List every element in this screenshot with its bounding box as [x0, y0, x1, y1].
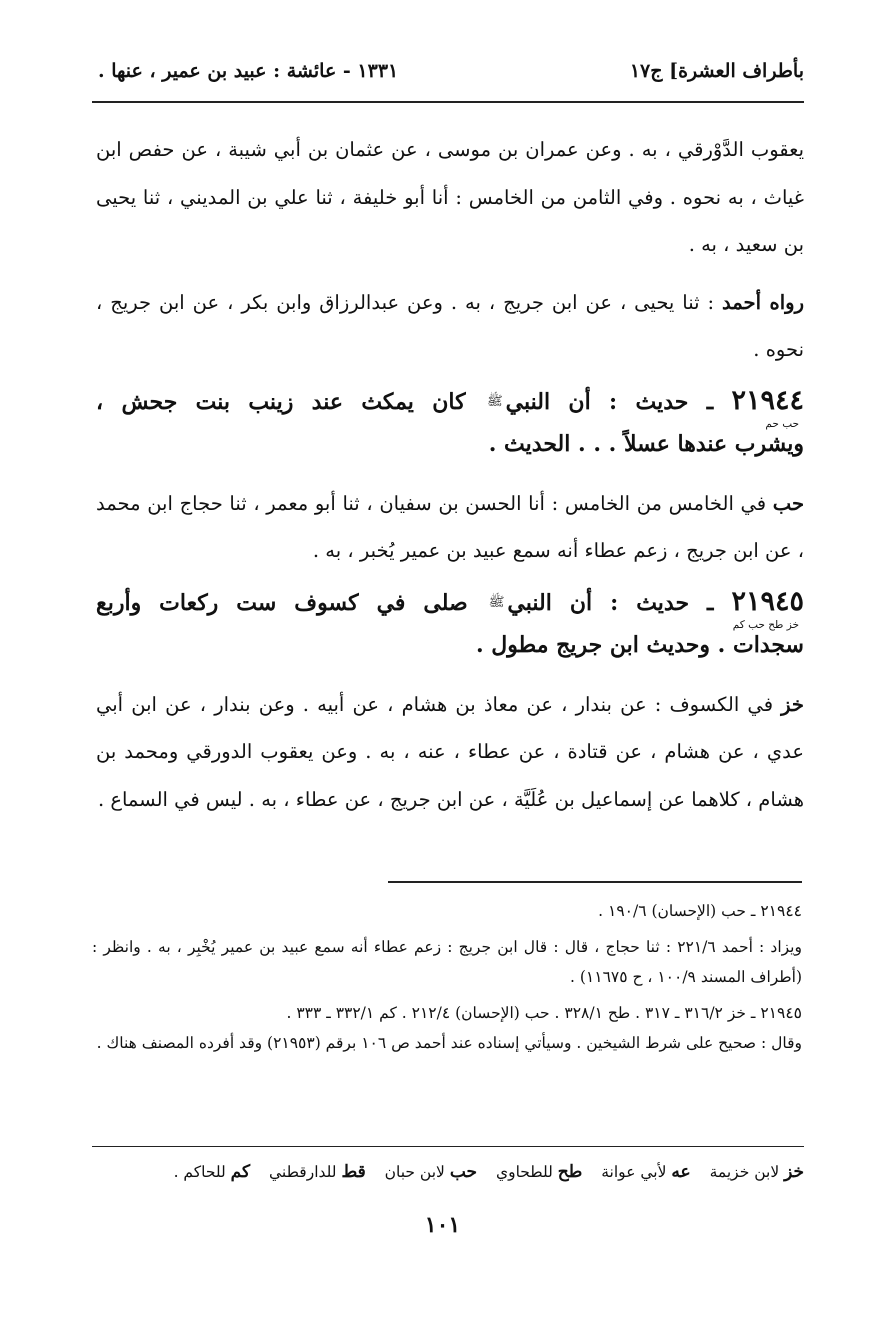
legend-item [710, 1163, 804, 1181]
legend-abbr: خز [784, 1162, 804, 1182]
paragraph-3 [96, 480, 804, 575]
paragraph-4-text: في الكسوف : عن بندار ، عن معاذ بن هشام ، عن أبيه . وعن بندار ، عن ابن أبي عدي ، عن هشام ، عن قتادة ، عن عطاء ، عنه ، به . وعن يعقوب الدورقي ومحمد بن هشام ، كلاهما عن إسماعيل بن عُلَيَّة ، عن ابن جريج ، عن عطاء ، به . ليس في السماع . [96, 692, 804, 811]
hadith-21945-line-2: سجدات . وحديث ابن جريج مطول . [475, 631, 804, 658]
footnote-21945: ٢١٩٤٥ ـ خز ٣١٦/٢ ـ ٣١٧ . طح ٣٢٨/١ . حب (الإحسان) ٢١٢/٤ . كم ٣٣٢/١ ـ ٣٣٣ . [286, 1004, 802, 1022]
paragraph-2 [96, 279, 804, 374]
hadith-21944-label: ـ حديث : أن النبي [505, 388, 732, 415]
footnote-rule [388, 881, 802, 883]
hadith-21945-label: ـ حديث : أن النبي [507, 589, 732, 616]
legend-abbr: طح [557, 1162, 583, 1182]
footnote-21944: ٢١٩٤٤ ـ حب (الإحسان) ١٩٠/٦ . [598, 902, 802, 920]
legend-abbr: قط [341, 1162, 366, 1182]
legend-item [601, 1163, 690, 1181]
hadith-21944 [96, 386, 804, 458]
legend-item [174, 1163, 250, 1181]
header-rule [92, 101, 804, 103]
hadith-21944-sigla: حب حم [765, 417, 799, 430]
legend-item [496, 1163, 582, 1181]
hadith-21944-line-2: ويشرب عندها عسلاً . . . الحديث . [488, 430, 804, 457]
hadith-21945 [96, 587, 804, 659]
hadith-21945-sigla: خز طح حب كم [732, 618, 799, 631]
paragraph-3-lead: حب [772, 491, 804, 515]
salawat-glyph: ﷺ [488, 594, 505, 610]
paragraph-4 [96, 681, 804, 824]
footnote-21945-remark: وقال : صحيح على شرط الشيخين . وسيأتي إسناده عند أحمد ص ١٠٦ برقم (٢١٩٥٣) وقد أفرده المصنف هناك . [96, 1034, 802, 1052]
legend-desc: لأبي عوانة [601, 1163, 672, 1181]
legend-item [269, 1163, 366, 1181]
hadith-21945-line-1 [96, 587, 804, 618]
footnote-21944-addition: ويزاد : أحمد ٢٢١/٦ : ثنا حجاج ، قال : قال ابن جريج : زعم عطاء أنه سمع عبيد بن عمير يُخْبِر ، به . وانظر : (أطراف المسند ١٠٠/٩ ، ح ١١٦٧٥) . [92, 938, 802, 986]
paragraph-2-lead: رواه أحمد [722, 290, 804, 314]
legend-abbr: عه [671, 1162, 691, 1182]
main-text [96, 126, 804, 823]
legend-desc: لابن حبان [384, 1163, 450, 1181]
legend-desc: للطحاوي [495, 1163, 558, 1181]
paragraph-2-text: : ثنا يحيى ، عن ابن جريج ، به . وعن عبدالرزاق وابن بكر ، عن ابن جريج ، نحوه . [96, 290, 804, 361]
hadith-21944-line-1 [96, 386, 804, 417]
hadith-21945-text-1: صلى في كسوف ست ركعات وأربع [96, 589, 486, 616]
legend-abbr: كم [230, 1162, 251, 1182]
legend-desc: لابن خزيمة [709, 1163, 785, 1181]
header-book-title: بأطراف العشرة] ج١٧ [629, 60, 804, 82]
hadith-21945-number: ٢١٩٤٥ [731, 585, 805, 617]
legend-rule [92, 1146, 804, 1147]
legend-desc: للدارقطني [269, 1163, 342, 1181]
header-section-title: ١٣٣١ - عائشة : عبيد بن عمير ، عنها . [98, 60, 399, 82]
paragraph-3-text: في الخامس من الخامس : أنا الحسن بن سفيان ، ثنا أبو معمر ، ثنا حجاج ابن محمد ، عن ابن جريج ، زعم عطاء أنه سمع عبيد بن عمير يُخبر ، به . [96, 491, 804, 562]
page-number: ١٠١ [424, 1212, 461, 1238]
hadith-21944-text-1: كان يمكث عند زينب بنت جحش ، [96, 388, 484, 415]
running-header [98, 60, 804, 90]
legend-desc: للحاكم . [173, 1163, 231, 1181]
hadith-21944-number: ٢١٩٤٤ [731, 384, 805, 416]
paragraph-1: يعقوب الدَّوْرقي ، به . وعن عمران بن موسى ، عن عثمان بن أبي شيبة ، عن حفص ابن غياث ، به نحوه . وفي الثامن من الخامس : أنا أبو خليفة ، ثنا علي بن المديني ، ثنا يحيى بن سعيد ، به . [96, 138, 804, 256]
legend-item [385, 1163, 477, 1181]
salawat-glyph: ﷺ [486, 393, 503, 409]
paragraph-4-lead: خز [781, 692, 804, 716]
sigla-legend [92, 1160, 804, 1184]
footnotes [92, 896, 802, 1058]
legend-abbr: حب [449, 1162, 478, 1182]
